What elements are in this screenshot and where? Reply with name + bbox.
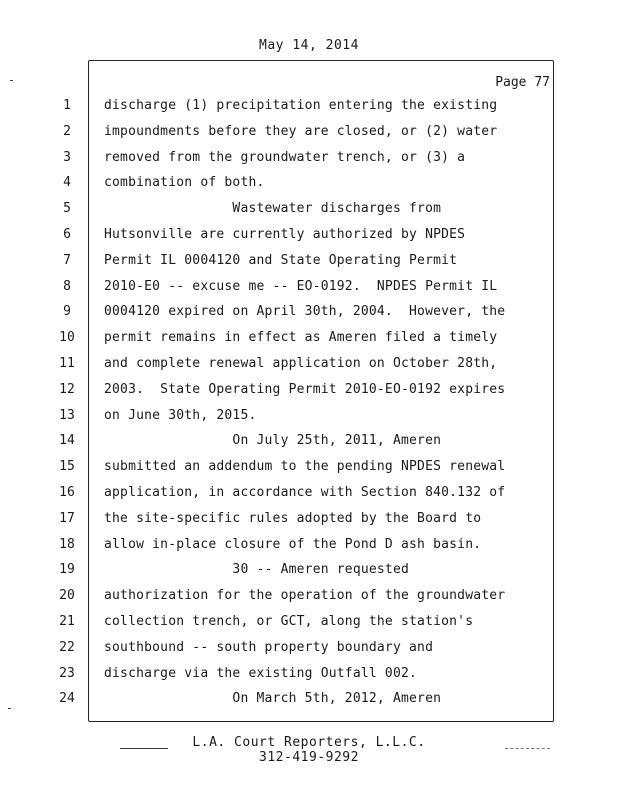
line-number: 16 <box>59 485 75 500</box>
line-text: 2003. State Operating Permit 2010-EO-0192 expires <box>104 382 506 397</box>
line-number: 24 <box>59 691 75 706</box>
footer-rule-right <box>505 748 550 749</box>
line-number: 8 <box>63 279 71 294</box>
line-number: 4 <box>63 175 71 190</box>
line-text: impoundments before they are closed, or (2) water <box>104 124 498 139</box>
line-text: Wastewater discharges from <box>104 201 442 216</box>
line-text: allow in-place closure of the Pond D ash basin. <box>104 537 482 552</box>
line-text: combination of both. <box>104 175 265 190</box>
line-number: 5 <box>63 201 71 216</box>
line-text: and complete renewal application on October 28th, <box>104 356 498 371</box>
line-number: 15 <box>59 459 75 474</box>
line-number: 22 <box>59 640 75 655</box>
line-number: 21 <box>59 614 75 629</box>
line-text: 0004120 expired on April 30th, 2004. However, the <box>104 304 506 319</box>
line-text: removed from the groundwater trench, or (3) a <box>104 150 466 165</box>
page-number: Page 77 <box>495 75 550 90</box>
line-text: application, in accordance with Section 840.132 of <box>104 485 506 500</box>
line-text: On July 25th, 2011, Ameren <box>104 433 442 448</box>
line-text: collection trench, or GCT, along the station's <box>104 614 474 629</box>
transcript-date: May 14, 2014 <box>259 38 359 53</box>
line-number: 9 <box>63 304 71 319</box>
line-number: 6 <box>63 227 71 242</box>
reporter-phone: 312-419-9292 <box>259 750 359 765</box>
line-text: Hutsonville are currently authorized by NPDES <box>104 227 466 242</box>
line-number: 20 <box>59 588 75 603</box>
line-number: 11 <box>59 356 75 371</box>
line-text: 2010-E0 -- excuse me -- EO-0192. NPDES Permit IL <box>104 279 498 294</box>
scan-speck <box>10 80 13 81</box>
line-text: southbound -- south property boundary and <box>104 640 434 655</box>
reporter-company: L.A. Court Reporters, L.L.C. <box>192 735 426 750</box>
line-text: 30 -- Ameren requested <box>104 562 410 577</box>
line-text: permit remains in effect as Ameren filed a timely <box>104 330 498 345</box>
line-number: 7 <box>63 253 71 268</box>
scan-speck <box>8 708 11 709</box>
line-number: 10 <box>59 330 75 345</box>
line-number: 14 <box>59 433 75 448</box>
line-text: discharge (1) precipitation entering the existing <box>104 98 498 113</box>
line-number: 23 <box>59 666 75 681</box>
line-text: On March 5th, 2012, Ameren <box>104 691 442 706</box>
line-number: 12 <box>59 382 75 397</box>
line-text: on June 30th, 2015. <box>104 408 257 423</box>
line-number: 18 <box>59 537 75 552</box>
line-number: 3 <box>63 150 71 165</box>
line-text: Permit IL 0004120 and State Operating Permit <box>104 253 458 268</box>
line-number: 17 <box>59 511 75 526</box>
line-number: 19 <box>59 562 75 577</box>
line-number: 1 <box>63 98 71 113</box>
line-text: submitted an addendum to the pending NPDES renewal <box>104 459 506 474</box>
line-number: 13 <box>59 408 75 423</box>
line-text: discharge via the existing Outfall 002. <box>104 666 418 681</box>
line-text: authorization for the operation of the groundwater <box>104 588 506 603</box>
line-number: 2 <box>63 124 71 139</box>
line-text: the site-specific rules adopted by the Board to <box>104 511 482 526</box>
